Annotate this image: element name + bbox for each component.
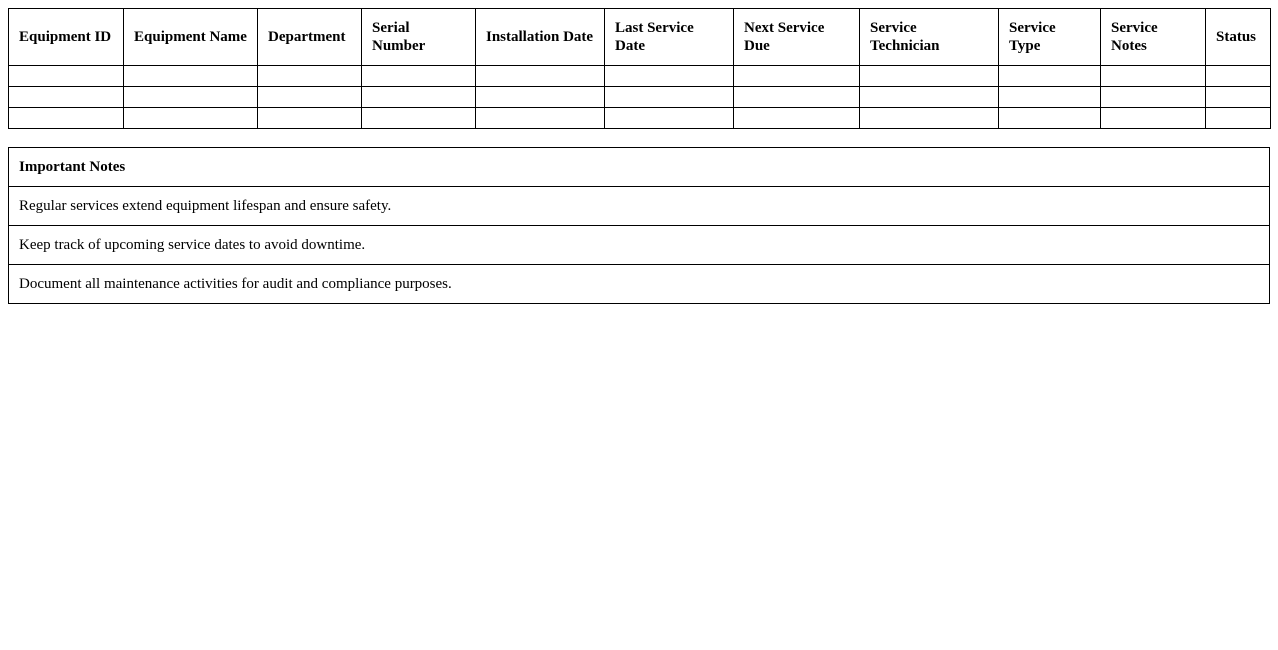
table-cell[interactable] [124,108,258,129]
header-serial-number: Serial Number [362,9,476,66]
table-cell[interactable] [362,87,476,108]
table-cell[interactable] [9,66,124,87]
note-text: Document all maintenance activities for audit and compliance purposes. [9,265,1270,304]
table-cell[interactable] [1206,87,1271,108]
header-service-technician: Service Technician [860,9,999,66]
important-notes-table [8,147,1270,304]
table-cell[interactable] [860,87,999,108]
table-cell[interactable] [605,87,734,108]
note-text: Regular services extend equipment lifespan and ensure safety. [9,187,1270,226]
table-cell[interactable] [476,108,605,129]
note-row [9,226,1270,265]
table-cell[interactable] [860,108,999,129]
table-cell[interactable] [999,87,1101,108]
header-status: Status [1206,9,1271,66]
table-cell[interactable] [476,66,605,87]
table-cell[interactable] [999,108,1101,129]
table-cell[interactable] [734,108,860,129]
table-cell[interactable] [1101,66,1206,87]
table-cell[interactable] [258,87,362,108]
table-cell[interactable] [605,108,734,129]
table-row [9,87,1271,108]
table-cell[interactable] [605,66,734,87]
header-department: Department [258,9,362,66]
table-cell[interactable] [1206,66,1271,87]
table-cell[interactable] [1101,87,1206,108]
notes-title: Important Notes [9,148,1270,187]
header-equipment-id: Equipment ID [9,9,124,66]
table-cell[interactable] [258,108,362,129]
table-cell[interactable] [476,87,605,108]
table-cell[interactable] [999,66,1101,87]
equipment-service-table [8,8,1271,129]
table-cell[interactable] [9,87,124,108]
notes-header-row [9,148,1270,187]
header-service-type: Service Type [999,9,1101,66]
header-equipment-name: Equipment Name [124,9,258,66]
table-cell[interactable] [1101,108,1206,129]
table-cell[interactable] [124,66,258,87]
table-cell[interactable] [9,108,124,129]
note-text: Keep track of upcoming service dates to avoid downtime. [9,226,1270,265]
table-row [9,66,1271,87]
page-content [8,8,1270,304]
table-header-row [9,9,1271,66]
table-cell[interactable] [362,66,476,87]
table-cell[interactable] [860,66,999,87]
header-next-service-due: Next Service Due [734,9,860,66]
table-cell[interactable] [124,87,258,108]
header-last-service-date: Last Service Date [605,9,734,66]
note-row [9,187,1270,226]
header-installation-date: Installation Date [476,9,605,66]
table-cell[interactable] [734,66,860,87]
note-row [9,265,1270,304]
table-row [9,108,1271,129]
table-cell[interactable] [1206,108,1271,129]
header-service-notes: Service Notes [1101,9,1206,66]
table-cell[interactable] [734,87,860,108]
table-cell[interactable] [258,66,362,87]
table-cell[interactable] [362,108,476,129]
